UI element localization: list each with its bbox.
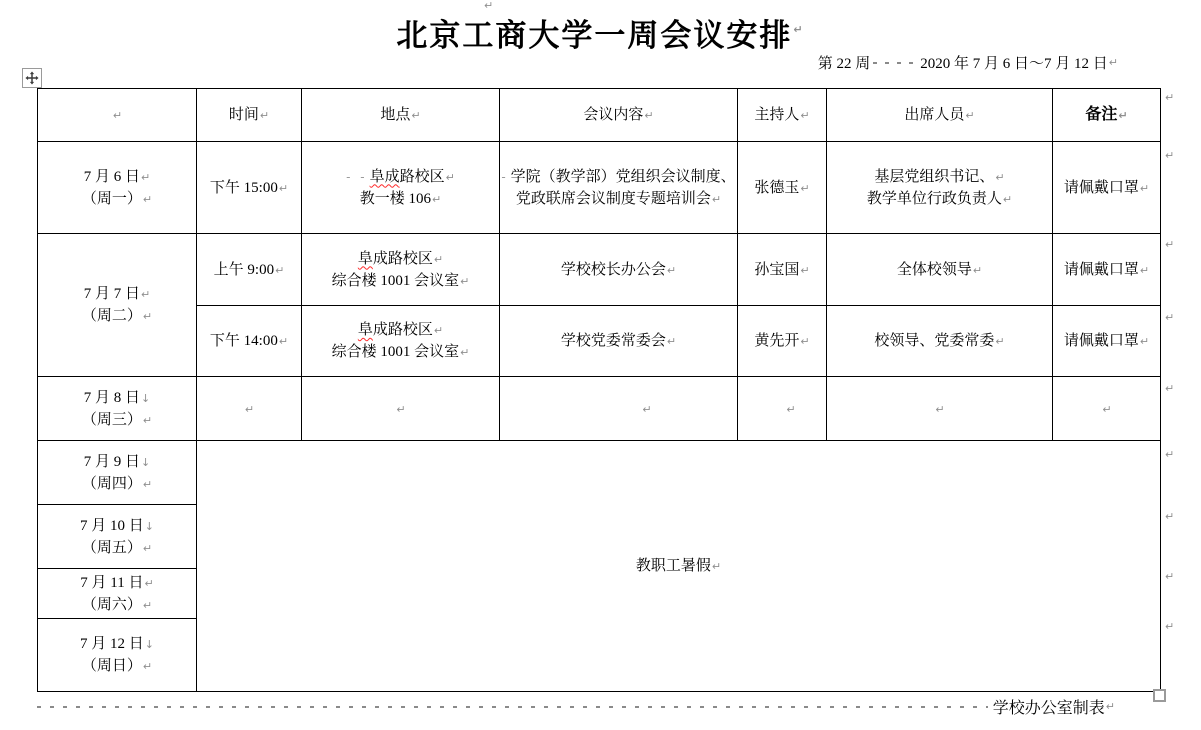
paragraph-mark: ↵ — [1139, 335, 1150, 348]
proofing-dash-mark: - — [501, 169, 509, 184]
cell-jul6-host[interactable] — [738, 142, 827, 234]
place-text: 成路校区 — [372, 322, 433, 338]
paragraph-mark: ↵ — [142, 310, 153, 323]
cell-jul8-host[interactable] — [738, 377, 827, 441]
end-of-row-mark: ↵ — [1165, 620, 1175, 633]
document-title[interactable] — [0, 10, 1201, 55]
end-of-row-mark: ↵ — [1165, 149, 1175, 162]
header-cell-remark[interactable] — [1053, 89, 1161, 142]
paragraph-mark: ↵ — [278, 181, 289, 195]
end-of-row-mark: ↵ — [1165, 91, 1175, 104]
line-break-mark: ↓ — [144, 638, 154, 651]
paragraph-mark: ↵ — [965, 109, 975, 122]
cell-jul8-place[interactable] — [302, 377, 500, 441]
cell-jul8-content[interactable] — [500, 377, 738, 441]
paragraph-mark: ↵ — [800, 109, 810, 122]
line-break-mark: ↵ — [141, 170, 151, 184]
room-text: 综合楼 1001 会议室 — [331, 344, 460, 360]
header-cell-content[interactable] — [500, 89, 738, 142]
tab-leader-dashes — [37, 706, 988, 708]
spellcheck-flagged-text: 阜 — [357, 322, 373, 338]
paragraph-mark: ↵ — [786, 402, 796, 416]
line-break-mark: ↓ — [141, 455, 151, 469]
header-cell-host[interactable] — [738, 89, 827, 142]
paragraph-mark: ↵ — [445, 170, 455, 184]
cell-jul7a-time[interactable] — [197, 234, 302, 306]
document-title-text: 北京工商大学一周会议安排 — [396, 18, 793, 53]
date-text: 7 月 10 日 — [80, 517, 144, 534]
cell-jul6-remark[interactable] — [1053, 142, 1161, 234]
attendees-text: 基层党组织书记、 — [874, 168, 995, 185]
cell-jul8-attendees[interactable] — [827, 377, 1053, 441]
paragraph-mark: ↵ — [793, 23, 805, 36]
cell-jul12-date[interactable] — [38, 619, 197, 692]
date-text: 7 月 12 日 — [80, 636, 144, 652]
paragraph-mark: ↵ — [711, 192, 722, 206]
paragraph-mark: ↵ — [142, 192, 153, 206]
cell-jul7a-host[interactable] — [738, 234, 827, 306]
table-header-row — [38, 89, 1161, 142]
place-text: 路校区 — [399, 168, 445, 185]
paragraph-mark: ↵ — [433, 252, 444, 266]
spellcheck-flagged-text: 阜 — [357, 250, 373, 267]
table-row-jul7b — [38, 306, 1161, 377]
paragraph-mark: ↵ — [142, 598, 153, 612]
paragraph-mark: ↵ — [642, 402, 652, 416]
paragraph-mark: ↵ — [711, 560, 722, 573]
footer-line[interactable] — [37, 695, 1115, 717]
paragraph-mark: ↵ — [142, 413, 153, 427]
cell-jul6-attendees[interactable] — [827, 142, 1053, 234]
paragraph-mark: ↵ — [666, 263, 677, 277]
header-cell-attendees[interactable] — [827, 89, 1053, 142]
paragraph-mark: ↵ — [432, 192, 442, 206]
proofing-dash-marks: - - — [346, 169, 368, 184]
attendees-text: 全体校领导 — [896, 261, 972, 278]
cell-jul8-remark[interactable] — [1053, 377, 1161, 441]
paragraph-mark: ↵ — [1118, 109, 1128, 122]
header-cell-date[interactable] — [38, 89, 197, 142]
date-text: 7 月 9 日 — [83, 453, 141, 470]
end-of-row-mark: ↵ — [1165, 510, 1175, 523]
header-label: 会议内容 — [583, 107, 644, 123]
paragraph-mark: ↵ — [244, 402, 255, 416]
cell-jul7a-remark[interactable] — [1053, 234, 1161, 306]
line-break-mark: ↵ — [144, 576, 154, 590]
table-row-jul8 — [38, 377, 1161, 441]
cell-jul9-date[interactable] — [38, 441, 197, 505]
meeting-text: 学院（教学部）党组织会议制度、 — [510, 168, 736, 185]
paragraph-mark: ↵ — [800, 263, 810, 277]
cell-jul7a-attendees[interactable] — [827, 234, 1053, 306]
table-row-jul6 — [38, 142, 1161, 234]
paragraph-mark: ↵ — [142, 477, 153, 491]
paragraph-mark: ↵ — [1139, 181, 1150, 195]
vacation-text: 教职工暑假 — [635, 558, 711, 574]
line-break-mark: ↓ — [144, 519, 154, 533]
paragraph-mark: ↵ — [411, 109, 421, 122]
remark-text: 请佩戴口罩 — [1063, 179, 1139, 196]
paragraph-mark: ↵ — [935, 402, 945, 416]
meeting-text: 党政联席会议制度专题培训会 — [515, 190, 711, 207]
host-text: 张德玉 — [754, 179, 800, 196]
host-text: 黄先开 — [754, 333, 800, 349]
weekday-text: （周六） — [81, 596, 142, 613]
cell-jul6-time[interactable] — [197, 142, 302, 234]
date-text: 7 月 6 日 — [83, 168, 141, 185]
attendees-text: 教学单位行政负责人 — [866, 190, 1002, 207]
cell-jul7a-place[interactable] — [302, 234, 500, 306]
table-resize-handle-icon[interactable] — [1153, 689, 1166, 702]
paragraph-mark: ↵ — [259, 109, 270, 122]
cell-jul11-date[interactable] — [38, 569, 197, 619]
end-of-row-mark: ↵ — [1165, 570, 1175, 583]
remark-text: 请佩戴口罩 — [1063, 333, 1139, 349]
paragraph-mark: ↵ — [1105, 699, 1115, 713]
header-label: 出席人员 — [904, 107, 965, 123]
spellcheck-flagged-text: 阜成 — [369, 168, 400, 185]
paragraph-mark: ↵ — [142, 660, 153, 673]
date-range: 2020 年 7 月 6 日～7 月 12 日 — [920, 55, 1108, 72]
cell-jul7-date[interactable] — [38, 234, 197, 377]
cell-jul6-place[interactable] — [302, 142, 500, 234]
room-text: 教一楼 106 — [359, 190, 432, 207]
paragraph-mark: ↵ — [396, 402, 406, 416]
weekday-text: （周五） — [81, 539, 142, 556]
meeting-text: 学校党委常委会 — [560, 333, 666, 349]
paragraph-mark: ↵ — [1108, 55, 1118, 69]
time-text: 下午 15:00 — [209, 179, 278, 196]
paragraph-mark: ↵ — [995, 170, 1005, 184]
cell-jul7a-content[interactable] — [500, 234, 738, 306]
date-text: 7 月 11 日 — [80, 574, 144, 591]
paragraph-mark: ↵ — [275, 263, 285, 277]
end-of-row-mark: ↵ — [1165, 448, 1175, 461]
paragraph-mark: ↵ — [278, 335, 289, 348]
cell-jul6-content[interactable] — [500, 142, 738, 234]
cell-jul7b-time[interactable] — [197, 306, 302, 377]
weekday-text: （周一） — [81, 190, 142, 207]
subtitle-line[interactable] — [818, 51, 1118, 73]
paragraph-mark: ↵ — [460, 346, 470, 359]
line-break-mark: ↵ — [141, 288, 151, 301]
paragraph-mark: ↵ — [800, 181, 810, 195]
header-label: 备注 — [1085, 106, 1118, 123]
remark-text: 请佩戴口罩 — [1063, 261, 1139, 278]
paragraph-mark: ↵ — [433, 324, 444, 337]
paragraph-mark: ↵ — [995, 335, 1005, 348]
table-move-handle-icon[interactable] — [22, 68, 42, 88]
cell-jul6-date[interactable] — [38, 142, 197, 234]
cell-jul7b-place[interactable] — [302, 306, 500, 377]
place-text: 成路校区 — [372, 250, 433, 267]
paragraph-mark: ↵ — [1002, 192, 1013, 206]
header-label: 地点 — [380, 107, 411, 123]
paragraph-mark: ↵ — [484, 0, 494, 12]
paragraph-mark: ↵ — [972, 263, 983, 277]
paragraph-mark: ↵ — [800, 335, 810, 348]
cell-jul7b-host[interactable] — [738, 306, 827, 377]
cell-vacation[interactable] — [197, 441, 1161, 692]
tab-leader-dashes — [873, 62, 917, 64]
meeting-schedule-table — [37, 88, 1161, 692]
cell-jul7b-attendees[interactable] — [827, 306, 1053, 377]
paragraph-mark: ↵ — [460, 274, 470, 288]
weekday-text: （周日） — [81, 658, 142, 674]
header-cell-time[interactable] — [197, 89, 302, 142]
end-of-row-mark: ↵ — [1165, 382, 1175, 395]
table-row-jul7a — [38, 234, 1161, 306]
host-text: 孙宝国 — [754, 261, 800, 278]
header-cell-place[interactable] — [302, 89, 500, 142]
attendees-text: 校领导、党委常委 — [874, 333, 995, 349]
paragraph-mark: ↵ — [112, 109, 123, 122]
paragraph-mark: ↵ — [142, 541, 153, 555]
cell-jul8-time[interactable] — [197, 377, 302, 441]
weekday-text: （周四） — [81, 475, 142, 492]
meeting-text: 学校校长办公会 — [560, 261, 666, 278]
weekday-text: （周三） — [81, 411, 142, 428]
room-text: 综合楼 1001 会议室 — [331, 272, 460, 289]
weekday-text: （周二） — [81, 308, 142, 324]
date-text: 7 月 7 日 — [83, 286, 141, 302]
time-text: 下午 14:00 — [209, 333, 278, 349]
date-text: 7 月 8 日 — [83, 389, 141, 406]
week-number: 第 22 周 — [817, 55, 871, 72]
paragraph-mark: ↵ — [666, 335, 677, 348]
move-cross-icon — [25, 71, 39, 85]
header-label: 主持人 — [754, 107, 800, 123]
credit-text: 学校办公室制表 — [992, 699, 1105, 717]
time-text: 上午 9:00 — [213, 261, 275, 278]
header-label: 时间 — [228, 107, 259, 123]
end-of-row-mark: ↵ — [1165, 238, 1175, 251]
paragraph-mark: ↵ — [1102, 402, 1112, 416]
table-row-jul9 — [38, 441, 1161, 505]
paragraph-mark: ↵ — [1139, 263, 1150, 277]
cell-jul7b-remark[interactable] — [1053, 306, 1161, 377]
cell-jul8-date[interactable] — [38, 377, 197, 441]
paragraph-mark: ↵ — [644, 109, 654, 122]
end-of-row-mark: ↵ — [1165, 311, 1175, 324]
cell-jul7b-content[interactable] — [500, 306, 738, 377]
cell-jul10-date[interactable] — [38, 505, 197, 569]
line-break-mark: ↓ — [141, 391, 151, 405]
